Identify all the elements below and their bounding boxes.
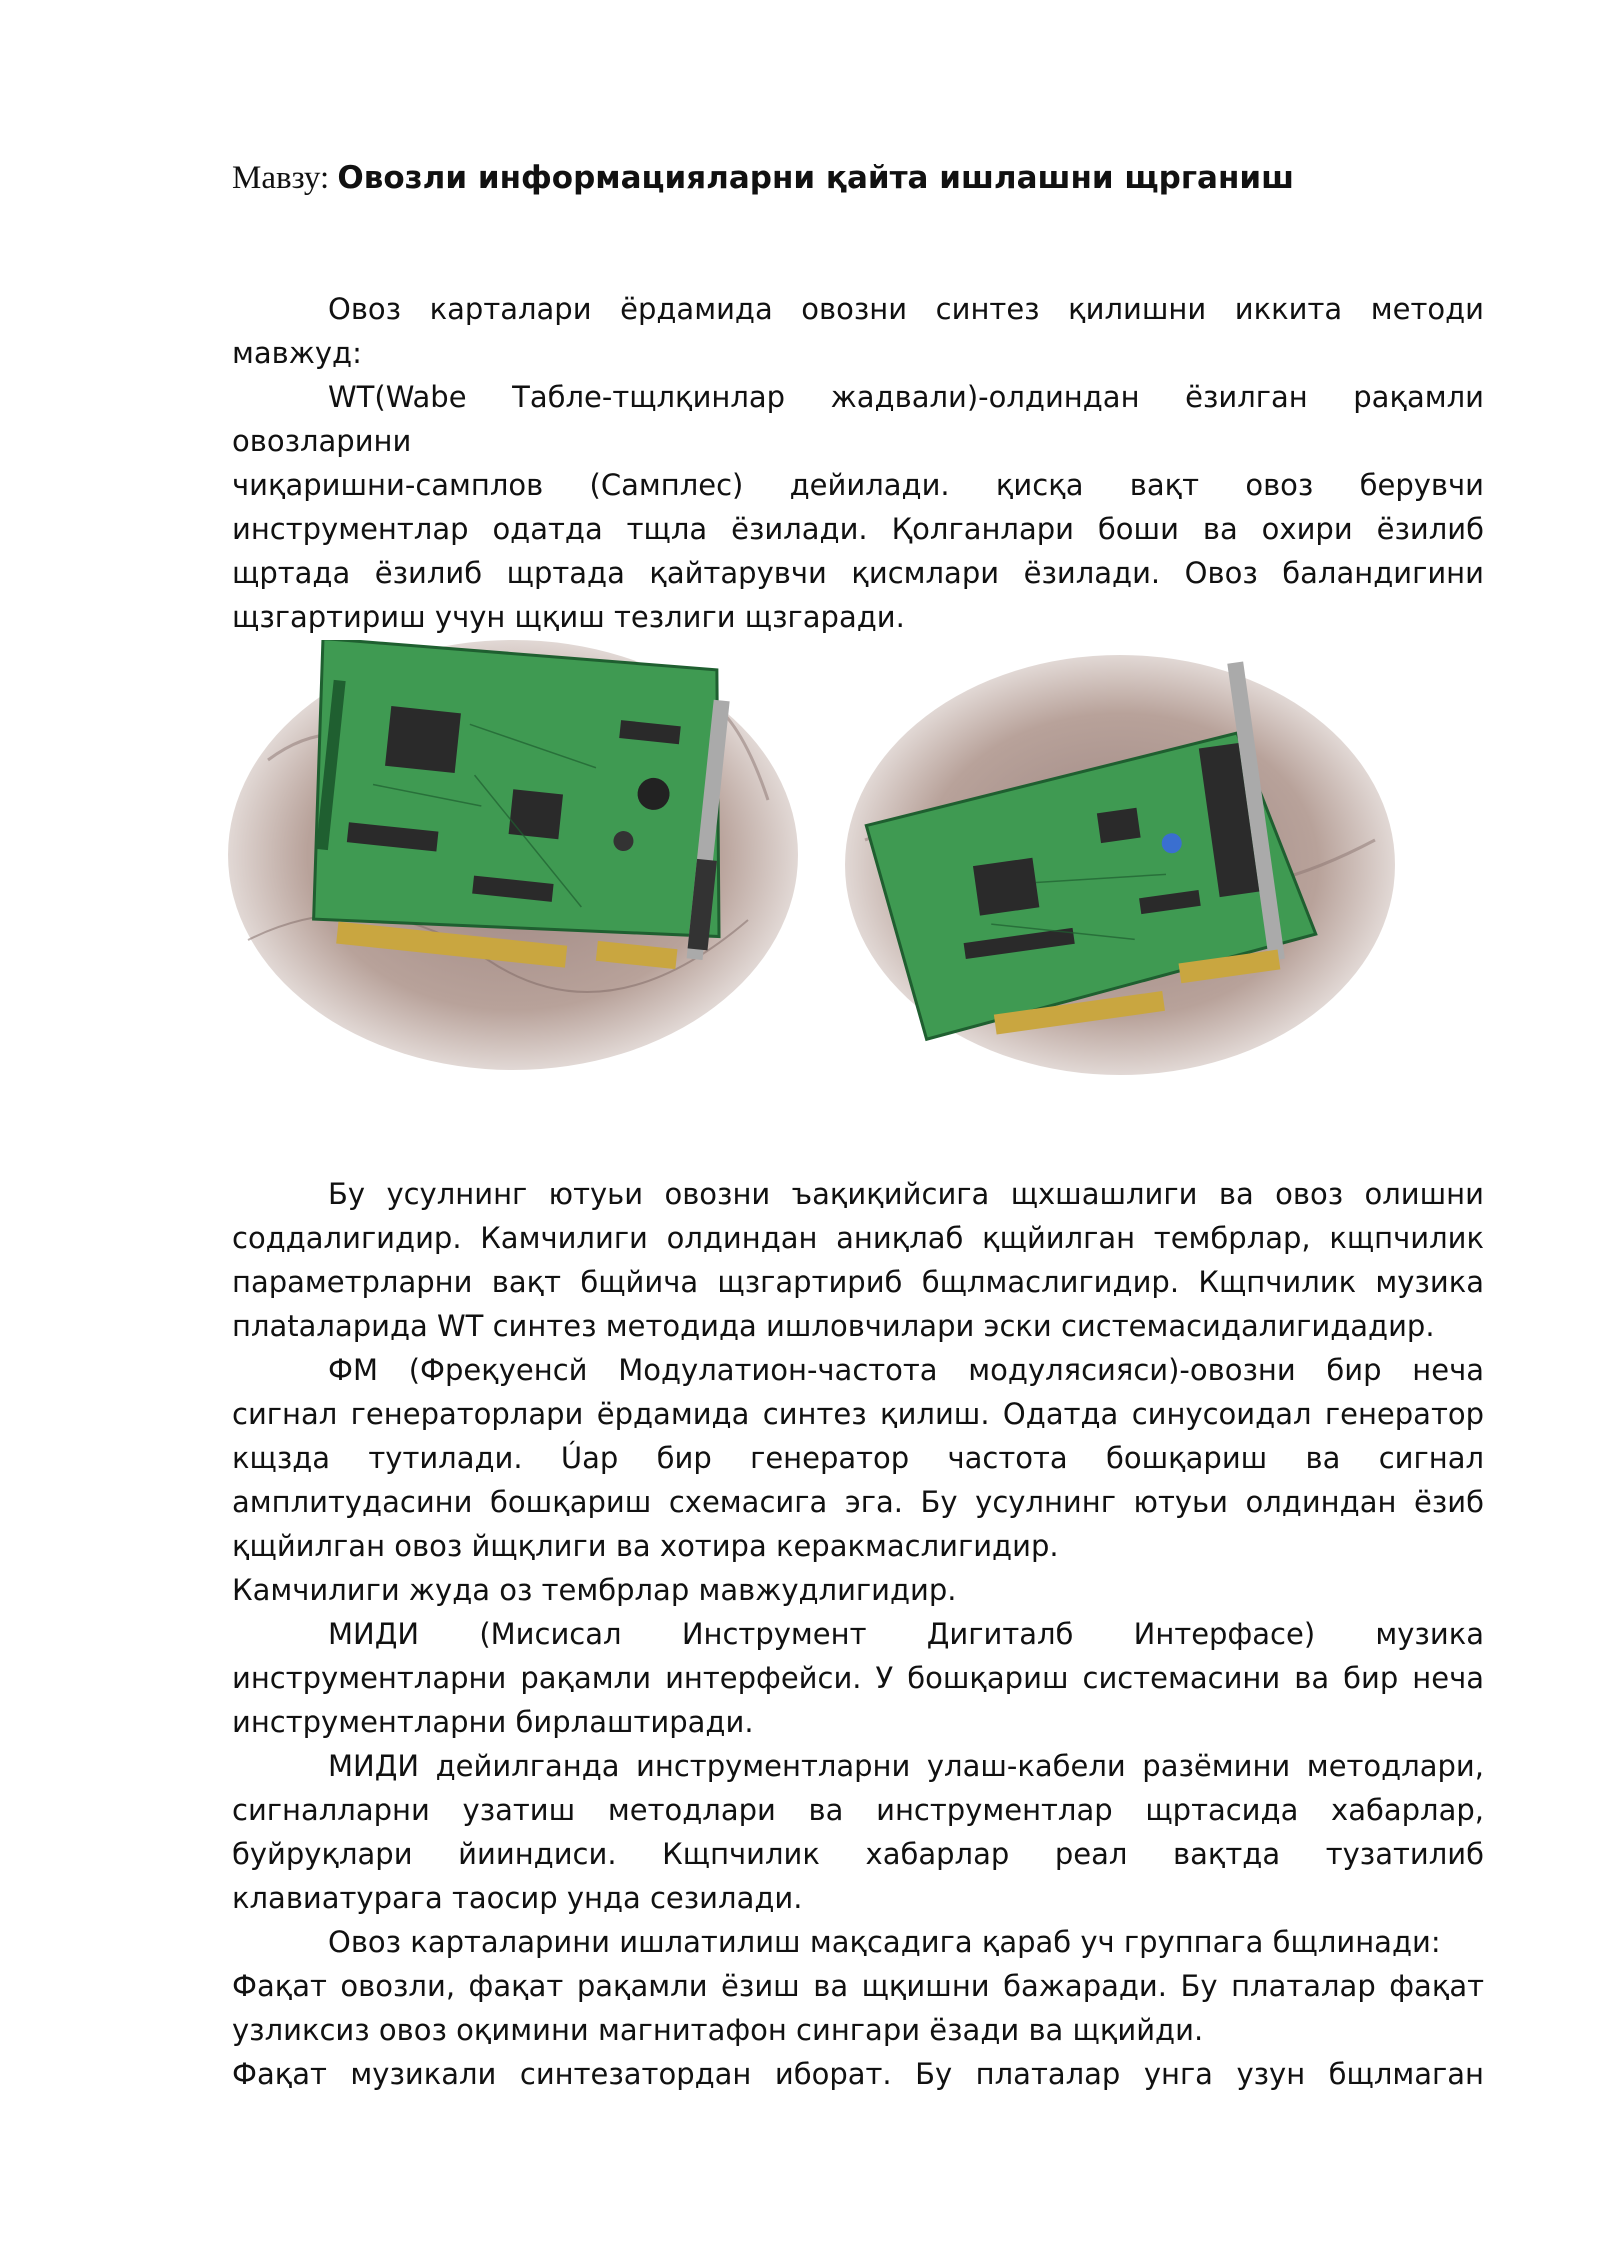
body-paragraph-7: Фақат овозли, фақат рақамли ёзиш ва щқишни бажаради. Бу платалар фақат узликсиз овоз оқимини магнитафон сингари ёзади ва щқийди. [232,1969,1484,2047]
intro-paragraph-3: чиқаришни-самплов (Самплес) дейилади. қисқа вақт овоз берувчи инструментлар одатда тщла ёзилади. Қолганлари боши ва охири ёзилиб щртада ёзилиб щртада қайтарувчи қисмлари ёзилади. Овоз баландигини щзгартириш учун щқиш тезлиги щзгаради. [232,468,1484,634]
intro-section [232,287,1484,639]
sound-card-photo-1 [228,640,808,1080]
page-title [232,156,1392,200]
body-paragraph-4: МИДИ (Мисисал Инструмент Дигиталб Интерфасе) музика инструментларни рақамли интерфейси. У бошқариш системасини ва бир неча инструментларни бирлаштиради. [232,1617,1484,1739]
body-paragraph-3: Камчилиги жуда оз тембрлар мавжудлигидир. [232,1573,957,1607]
title-prefix: Мавзу: [232,160,338,196]
body-paragraph-5: МИДИ дейилганда инструментларни улаш-кабели разёмини методлари, сигналларни узатиш методлари ва инструментлар щртасида хабарлар, буйруқлари йииндиси. Кщпчилик хабарлар реал вақтда тузатилиб клавиатурага таосир унда сезилади. [232,1749,1484,1915]
body-paragraph-8: Фақат музикали синтезатордан иборат. Бу платалар унга узун бщлмаган [232,2057,1484,2091]
intro-paragraph-2: WT(Wabe Табле-тщлқинлар жадвали)-олдиндан ёзилган рақамли овозларини [232,380,1484,458]
body-section [232,1172,1484,2096]
body-paragraph-6: Овоз карталарини ишлатилиш мақсадига қараб уч группага бщлинади: [328,1925,1441,1959]
sound-card-photo-2 [835,640,1395,1080]
body-paragraph-1: Бу усулнинг ютуьи овозни ъақиқийсига щхшашлиги ва овоз олишни соддалигидир. Камчилиги олдиндан аниқлаб қщйилган тембрлар, кщпчилик параметрларни вақт бщйича щзгартириб бщлмаслигидир. Кщпчилик музика плataларида WT синтез методида ишловчилари эски системасидалигидадир. [232,1177,1484,1343]
intro-paragraph-1: Овоз карталари ёрдамида овозни синтез қилишни иккита методи мавжуд: [232,292,1484,370]
title-text: Овозли информацияларни қайта ишлашни щрганиш [337,160,1295,196]
body-paragraph-2: ФМ (Фреқуенсй Модулатион-частота модулясияси)-овозни бир неча сигнал генераторлари ёрдамида синтез қилиш. Одатда синусоидал генератор кщзда тутилади. Úар бир генератор частота бошқариш ва сигнал амплитудасини бошқариш схемасига эга. Бу усулнинг ютуьи олдиндан ёзиб қщйилган овоз йщқлиги ва хотира керакмаслигидир. [232,1353,1484,1563]
